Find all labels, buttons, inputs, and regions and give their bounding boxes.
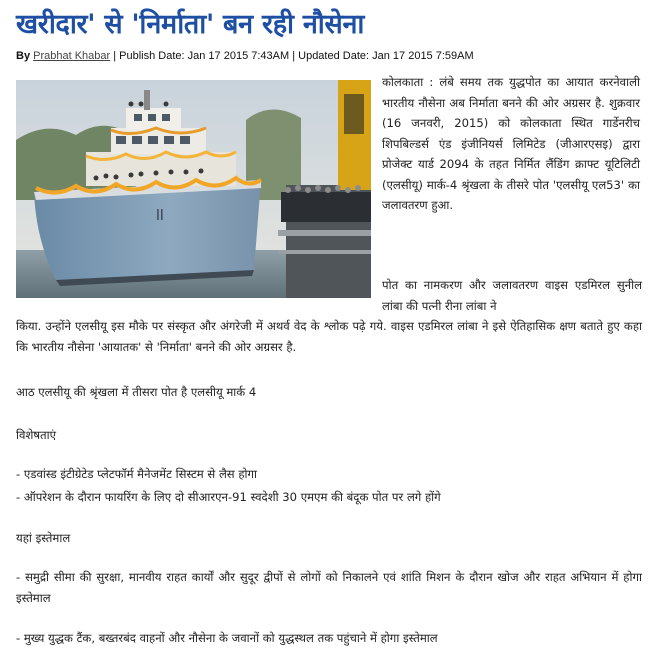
feature-item-1: - एडवांस्ड इंटीग्रेटेड प्लेटफॉर्म मैनेजमेंट सिस्टम से लैस होगा (16, 467, 258, 481)
usage-item-2: - मुख्य युद्धक टैंक, बख्तरबंद वाहनों और नौसेना के जवानों को युद्धस्थल तक पहुंचाने में होगा इस्तेमाल (16, 631, 438, 645)
usage-item-1: - समुद्री सीमा की सुरक्षा, मानवीय राहत कार्यों और सुदूर द्वीपों से लोगों को निकालने एवं शांति मिशन के दौरान खोज और राहत अभियान में होगा इस्तेमाल (16, 570, 642, 605)
intro-column (382, 72, 640, 216)
byline (16, 50, 474, 62)
paragraph-2-start: पोत का नामकरण और जलावतरण वाइस एडमिरल सुनील लांबा की पत्नी रीना लांबा ने (382, 278, 642, 313)
feature-item-2: - ऑपरेशन के दौरान फायरिंग के लिए दो सीआरएन-91 स्वदेशी 30 एमएम की बंदूक पोत पर लगे होंगे (16, 490, 441, 504)
publish-dates: | Publish Date: Jan 17 2015 7:43AM | Updated Date: Jan 17 2015 7:59AM (110, 50, 474, 62)
features-heading: विशेषताएं (16, 428, 57, 442)
ship-launch-photo (16, 80, 371, 298)
author-link[interactable]: Prabhat Khabar (33, 50, 111, 62)
intro-paragraph: कोलकाता : लंबे समय तक युद्धपोत का आयात करनेवाली भारतीय नौसेना अब निर्माता बनने की ओर अग्रसर है. शुक्रवार (16 जनवरी, 2015) को कोलकाता स्थित गार्डेनरीच शिपबिल्डर्स एंड इंजीनियर्स लिमिटेड (जीआरएसइ) द्वारा प्रोजेक्ट यार्ड 2094 के तहत निर्मित लैंडिंग क्राफ्ट यूटिलिटी (एलसीयू) मार्क-4 श्रृंखला के तीसरे पोत 'एलसीयू एल53' का जलावतरण हुआ. (382, 75, 640, 212)
headline: खरीदार' से 'निर्माता' बन रही नौसेना (16, 9, 365, 40)
paragraph-2-rest: किया. उन्होंने एलसीयू इस मौके पर संस्कृत और अंगरेजी में अथर्व वेद के श्लोक पढ़े गये. वाइस एडमिरल लांबा ने इसे ऐतिहासिक क्षण बताते हुए कहा कि भारतीय नौसेना 'आयातक' से 'निर्माता' बनने की ओर अग्रसर है. (16, 319, 642, 354)
usage-heading: यहां इस्तेमाल (16, 531, 71, 545)
byline-by: By (16, 50, 31, 62)
paragraph-3: आठ एलसीयू की श्रृंखला में तीसरा पोत है एलसीयू मार्क 4 (16, 385, 257, 399)
svg-text:ll: ll (156, 208, 164, 224)
paragraph-2 (16, 275, 642, 357)
